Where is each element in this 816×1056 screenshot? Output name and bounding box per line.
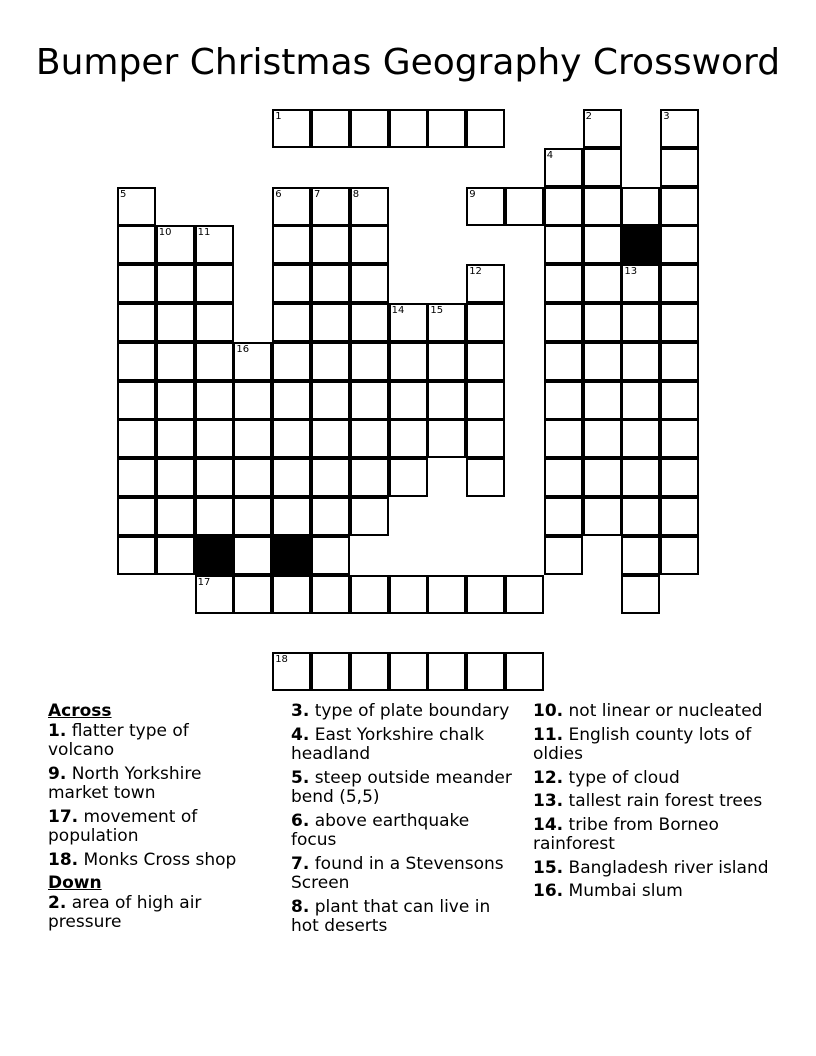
grid-cell[interactable] xyxy=(272,497,311,536)
down-header: Down xyxy=(48,873,102,893)
clue-number-label: 13. xyxy=(533,791,564,811)
grid-cell[interactable] xyxy=(660,225,699,264)
grid-cell[interactable] xyxy=(621,536,660,575)
clue-text: not linear or nucleated xyxy=(563,701,763,721)
clue-text: type of plate boundary xyxy=(309,701,510,721)
clue-number-label: 7. xyxy=(291,853,310,874)
grid-cell[interactable] xyxy=(466,109,505,148)
grid-cell[interactable] xyxy=(544,225,583,264)
grid-cell[interactable] xyxy=(195,381,234,420)
grid-cell[interactable] xyxy=(233,458,272,497)
grid-cell[interactable] xyxy=(660,303,699,342)
grid-cell[interactable] xyxy=(583,342,622,381)
clue-text: Bangladesh river island xyxy=(563,857,769,878)
grid-cell[interactable] xyxy=(466,342,505,381)
grid-cell[interactable] xyxy=(156,225,195,264)
grid-cell[interactable] xyxy=(156,381,195,420)
grid-cell[interactable] xyxy=(117,342,156,381)
grid-cell[interactable] xyxy=(350,342,389,381)
grid-cell[interactable] xyxy=(660,148,699,187)
grid-cell[interactable] xyxy=(156,419,195,458)
clue-item xyxy=(291,812,516,851)
clue-text: area of high air pressure xyxy=(48,892,202,932)
clue-number-label: 14. xyxy=(533,814,564,835)
grid-cell[interactable] xyxy=(233,536,272,575)
grid-cell[interactable] xyxy=(233,342,272,381)
grid-cell[interactable] xyxy=(156,264,195,303)
grid-cell[interactable] xyxy=(195,419,234,458)
grid-cell[interactable] xyxy=(350,264,389,303)
grid-cell[interactable] xyxy=(505,187,544,226)
grid-cell[interactable] xyxy=(621,303,660,342)
grid-cell[interactable] xyxy=(583,303,622,342)
grid-cell[interactable] xyxy=(621,381,660,420)
clue-item xyxy=(291,769,516,808)
grid-cell[interactable] xyxy=(427,652,466,691)
grid-cell[interactable] xyxy=(466,264,505,303)
grid-cell[interactable] xyxy=(621,342,660,381)
clue-text: movement of population xyxy=(48,806,198,846)
clue-text: steep outside meander bend (5,5) xyxy=(291,767,512,807)
clues-column-3 xyxy=(533,702,773,906)
grid-cell[interactable] xyxy=(583,109,622,148)
grid-cell[interactable] xyxy=(350,652,389,691)
grid-cell[interactable] xyxy=(621,419,660,458)
grid-cell[interactable] xyxy=(583,419,622,458)
grid-cell[interactable] xyxy=(389,652,428,691)
clue-number-label: 17. xyxy=(48,806,79,827)
grid-cell[interactable] xyxy=(427,342,466,381)
grid-cell[interactable] xyxy=(195,225,234,264)
clue-text: above earthquake focus xyxy=(291,810,470,850)
grid-cell[interactable] xyxy=(544,419,583,458)
grid-cell[interactable] xyxy=(389,342,428,381)
grid-cell[interactable] xyxy=(311,225,350,264)
clue-text: type of cloud xyxy=(563,767,680,788)
grid-cell[interactable] xyxy=(272,342,311,381)
grid-cell[interactable] xyxy=(544,187,583,226)
clue-number-label: 12. xyxy=(533,767,564,788)
clue-number: 11 xyxy=(197,227,211,239)
across-header: Across xyxy=(48,701,112,721)
grid-cell[interactable] xyxy=(156,536,195,575)
clue-text: Mumbai slum xyxy=(563,881,683,901)
grid-cell[interactable] xyxy=(621,187,660,226)
clue-text: tallest rain forest trees xyxy=(563,791,763,811)
clue-number: 3 xyxy=(663,111,670,122)
grid-cell[interactable] xyxy=(466,303,505,342)
clue-number: 13 xyxy=(624,266,638,278)
grid-cell[interactable] xyxy=(350,187,389,226)
grid-cell[interactable] xyxy=(272,575,311,614)
grid-cell[interactable] xyxy=(311,536,350,575)
grid-cell[interactable] xyxy=(156,497,195,536)
grid-cell[interactable] xyxy=(117,303,156,342)
grid-cell[interactable] xyxy=(544,497,583,536)
grid-cell[interactable] xyxy=(660,536,699,575)
clue-number: 6 xyxy=(275,188,282,200)
grid-cell[interactable] xyxy=(311,187,350,226)
grid-cell[interactable] xyxy=(272,303,311,342)
grid-cell[interactable] xyxy=(583,381,622,420)
grid-cell[interactable] xyxy=(350,225,389,264)
clue-item xyxy=(533,702,773,722)
clue-number-label: 9. xyxy=(48,763,67,784)
clue-text: English county lots of oldies xyxy=(533,724,752,764)
grid-cell[interactable] xyxy=(427,419,466,458)
clue-text: East Yorkshire chalk headland xyxy=(291,724,485,764)
grid-cell[interactable] xyxy=(583,458,622,497)
grid-cell[interactable] xyxy=(311,419,350,458)
clue-number: 16 xyxy=(236,343,250,355)
grid-cell[interactable] xyxy=(583,264,622,303)
grid-cell[interactable] xyxy=(544,264,583,303)
clue-number-label: 11. xyxy=(533,724,564,745)
grid-cell[interactable] xyxy=(311,497,350,536)
grid-cell[interactable] xyxy=(272,264,311,303)
clue-number-label: 5. xyxy=(291,767,310,788)
grid-cell[interactable] xyxy=(660,497,699,536)
clue-text: plant that can live in hot deserts xyxy=(291,896,491,936)
clue-item xyxy=(291,898,516,937)
clue-text: North Yorkshire market town xyxy=(48,763,202,803)
grid-cell[interactable] xyxy=(156,458,195,497)
grid-cell[interactable] xyxy=(195,303,234,342)
clue-number-label: 4. xyxy=(291,724,310,745)
grid-cell[interactable] xyxy=(117,381,156,420)
grid-cell[interactable] xyxy=(272,225,311,264)
clue-text: flatter type of volcano xyxy=(48,720,189,760)
grid-cell[interactable] xyxy=(389,575,428,614)
grid-cell[interactable] xyxy=(350,381,389,420)
grid-cell[interactable] xyxy=(311,575,350,614)
clue-number: 5 xyxy=(120,188,127,200)
grid-cell[interactable] xyxy=(660,419,699,458)
grid-cell[interactable] xyxy=(233,575,272,614)
grid-cell[interactable] xyxy=(117,419,156,458)
clue-number: 10 xyxy=(158,227,172,239)
clue-item xyxy=(48,808,248,847)
grid-cell[interactable] xyxy=(311,303,350,342)
grid-cell[interactable] xyxy=(156,342,195,381)
grid-cell[interactable] xyxy=(195,342,234,381)
grid-cell[interactable] xyxy=(583,225,622,264)
clue-number-label: 6. xyxy=(291,810,310,831)
grid-cell[interactable] xyxy=(195,497,234,536)
grid-cell[interactable] xyxy=(350,497,389,536)
clue-item xyxy=(533,882,773,902)
clue-item xyxy=(533,816,773,855)
clue-item xyxy=(48,722,248,761)
clue-number-label: 3. xyxy=(291,701,310,721)
clues-column-2 xyxy=(291,702,516,941)
grid-cell[interactable] xyxy=(544,342,583,381)
grid-cell[interactable] xyxy=(311,652,350,691)
grid-cell[interactable] xyxy=(621,575,660,614)
grid-cell[interactable] xyxy=(195,264,234,303)
clue-number: 17 xyxy=(197,576,211,588)
grid-cell[interactable] xyxy=(660,264,699,303)
grid-cell[interactable] xyxy=(195,575,234,614)
grid-cell[interactable] xyxy=(544,458,583,497)
grid-cell[interactable] xyxy=(544,148,583,187)
grid-cell[interactable] xyxy=(466,458,505,497)
clue-number-label: 10. xyxy=(533,701,564,721)
grid-cell[interactable] xyxy=(272,187,311,226)
grid-cell[interactable] xyxy=(311,342,350,381)
grid-cell[interactable] xyxy=(389,419,428,458)
grid-cell[interactable] xyxy=(117,264,156,303)
grid-cell[interactable] xyxy=(544,536,583,575)
clue-number-label: 18. xyxy=(48,849,79,870)
grid-cell[interactable] xyxy=(505,575,544,614)
grid-cell[interactable] xyxy=(583,187,622,226)
grid-cell[interactable] xyxy=(466,419,505,458)
clue-number: 1 xyxy=(275,111,282,122)
clue-number: 8 xyxy=(352,188,360,200)
grid-cell[interactable] xyxy=(466,575,505,614)
grid-cell[interactable] xyxy=(195,458,234,497)
grid-cell[interactable] xyxy=(466,187,505,226)
grid-cell[interactable] xyxy=(272,419,311,458)
grid-cell[interactable] xyxy=(350,458,389,497)
grid-cell[interactable] xyxy=(505,652,544,691)
grid-cell[interactable] xyxy=(272,109,311,148)
grid-cell[interactable] xyxy=(427,381,466,420)
grid-cell[interactable] xyxy=(311,458,350,497)
clue-number: 15 xyxy=(430,305,444,316)
grid-cell[interactable] xyxy=(272,652,311,691)
grid-cell[interactable] xyxy=(427,109,466,148)
clue-number-label: 8. xyxy=(291,896,310,917)
grid-cell[interactable] xyxy=(544,303,583,342)
grid-cell[interactable] xyxy=(660,458,699,497)
clue-text: Monks Cross shop xyxy=(78,849,237,870)
clue-item xyxy=(48,894,248,933)
grid-cell[interactable] xyxy=(389,303,428,342)
grid-cell[interactable] xyxy=(117,536,156,575)
clue-item xyxy=(533,859,773,879)
clue-text: tribe from Borneo rainforest xyxy=(533,814,719,854)
grid-cell[interactable] xyxy=(311,381,350,420)
blocked-cell xyxy=(272,536,311,575)
grid-cell[interactable] xyxy=(389,458,428,497)
clue-item xyxy=(291,855,516,894)
grid-cell[interactable] xyxy=(311,109,350,148)
clue-item xyxy=(533,792,773,812)
grid-cell[interactable] xyxy=(233,381,272,420)
grid-cell[interactable] xyxy=(117,497,156,536)
clue-item xyxy=(48,851,248,871)
clue-number: 4 xyxy=(546,149,554,161)
clue-item xyxy=(533,726,773,765)
clue-number: 9 xyxy=(469,188,476,200)
grid-cell[interactable] xyxy=(427,303,466,342)
clue-item xyxy=(291,726,516,765)
clue-number: 14 xyxy=(391,305,405,316)
clue-number-label: 16. xyxy=(533,881,564,901)
grid-cell[interactable] xyxy=(427,575,466,614)
clue-number: 2 xyxy=(585,111,592,122)
grid-cell[interactable] xyxy=(544,381,583,420)
grid-cell[interactable] xyxy=(272,381,311,420)
clues-column-1 xyxy=(48,702,248,937)
grid-cell[interactable] xyxy=(350,303,389,342)
grid-cell[interactable] xyxy=(117,225,156,264)
clue-number: 7 xyxy=(314,188,321,200)
grid-cell[interactable] xyxy=(350,575,389,614)
grid-cell[interactable] xyxy=(660,109,699,148)
grid-cell[interactable] xyxy=(233,497,272,536)
grid-cell[interactable] xyxy=(621,458,660,497)
grid-cell[interactable] xyxy=(350,109,389,148)
blocked-cell xyxy=(195,536,234,575)
clue-number: 12 xyxy=(469,266,482,278)
grid-cell[interactable] xyxy=(621,497,660,536)
grid-cell[interactable] xyxy=(621,264,660,303)
clue-item xyxy=(533,769,773,789)
grid-cell[interactable] xyxy=(660,342,699,381)
grid-cell[interactable] xyxy=(156,303,195,342)
clue-text: found in a Stevensons Screen xyxy=(291,853,504,893)
grid-cell[interactable] xyxy=(272,458,311,497)
clue-item xyxy=(291,702,516,722)
clue-number: 18 xyxy=(275,654,288,666)
clue-number-label: 1. xyxy=(48,720,67,741)
page-title: Bumper Christmas Geography Crossword xyxy=(35,42,781,83)
clue-number-label: 15. xyxy=(533,857,564,878)
grid-cell[interactable] xyxy=(350,419,389,458)
grid-cell[interactable] xyxy=(311,264,350,303)
grid-cell[interactable] xyxy=(583,148,622,187)
grid-cell[interactable] xyxy=(583,497,622,536)
grid-cell[interactable] xyxy=(660,381,699,420)
grid-cell[interactable] xyxy=(389,381,428,420)
grid-cell[interactable] xyxy=(660,187,699,226)
grid-cell[interactable] xyxy=(466,652,505,691)
grid-cell[interactable] xyxy=(466,381,505,420)
clue-number-label: 2. xyxy=(48,892,67,913)
grid-cell[interactable] xyxy=(233,419,272,458)
grid-cell[interactable] xyxy=(117,458,156,497)
blocked-cell xyxy=(621,225,660,264)
grid-cell[interactable] xyxy=(117,187,156,226)
grid-cell[interactable] xyxy=(389,109,428,148)
clue-item xyxy=(48,765,248,804)
